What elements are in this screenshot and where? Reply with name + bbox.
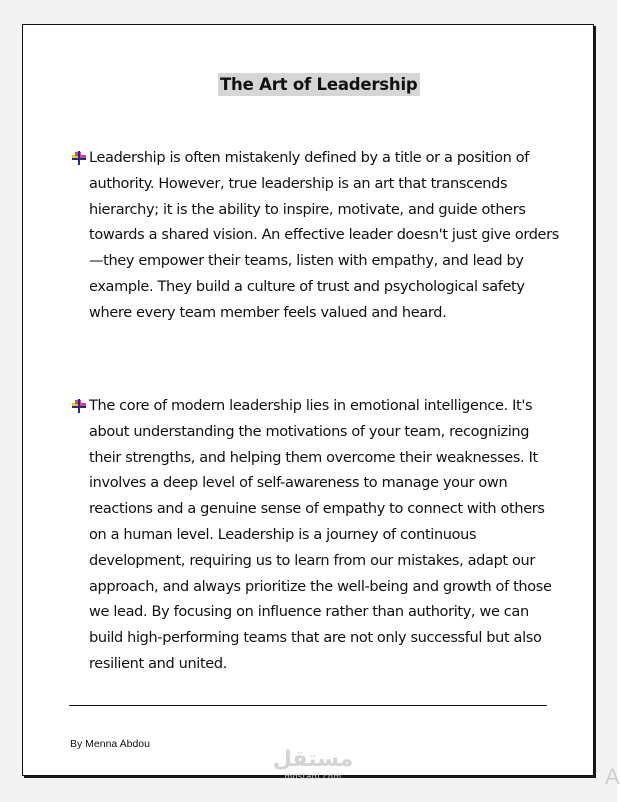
paragraph-2 <box>89 394 559 678</box>
document-page <box>22 24 594 781</box>
watermark-url: mostaql.com <box>284 772 342 781</box>
document-title: The Art of Leadership <box>220 75 418 94</box>
author-byline: By Menna Abdou <box>70 738 150 750</box>
paragraph-1 <box>89 146 559 327</box>
bullet-icon <box>71 398 87 414</box>
watermark <box>268 748 358 782</box>
corner-glyph: A <box>605 764 620 789</box>
horizontal-rule <box>69 705 547 706</box>
paragraph-2-text: The core of modern leadership lies in emotional intelligence. It's about understanding the motivations of your team, recognizing their strengths, and helping them overcome their weaknesses. It involves a deep level of self-awareness to manage your own reactions and a genuine sense of empathy to connect with others on a human level. Leadership is a journey of continuous development, requiring us to learn from our mistakes, adapt our approach, and always prioritize the well-being and growth of those we lead. By focusing on influence rather than authority, we can build high-performing teams that are not only successful but also resilient and united. <box>89 398 552 672</box>
paragraph-1-text: Leadership is often mistakenly defined by a title or a position of authority. However, true leadership is an art that transcends hierarchy; it is the ability to inspire, motivate, and guide others towards a shared vision. An effective leader doesn't just give orders—they empower their teams, listen with empathy, and lead by example. They build a culture of trust and psychological safety where every team member feels valued and heard. <box>89 150 559 321</box>
bullet-icon <box>71 150 87 166</box>
watermark-logo: مستقل <box>272 747 354 772</box>
